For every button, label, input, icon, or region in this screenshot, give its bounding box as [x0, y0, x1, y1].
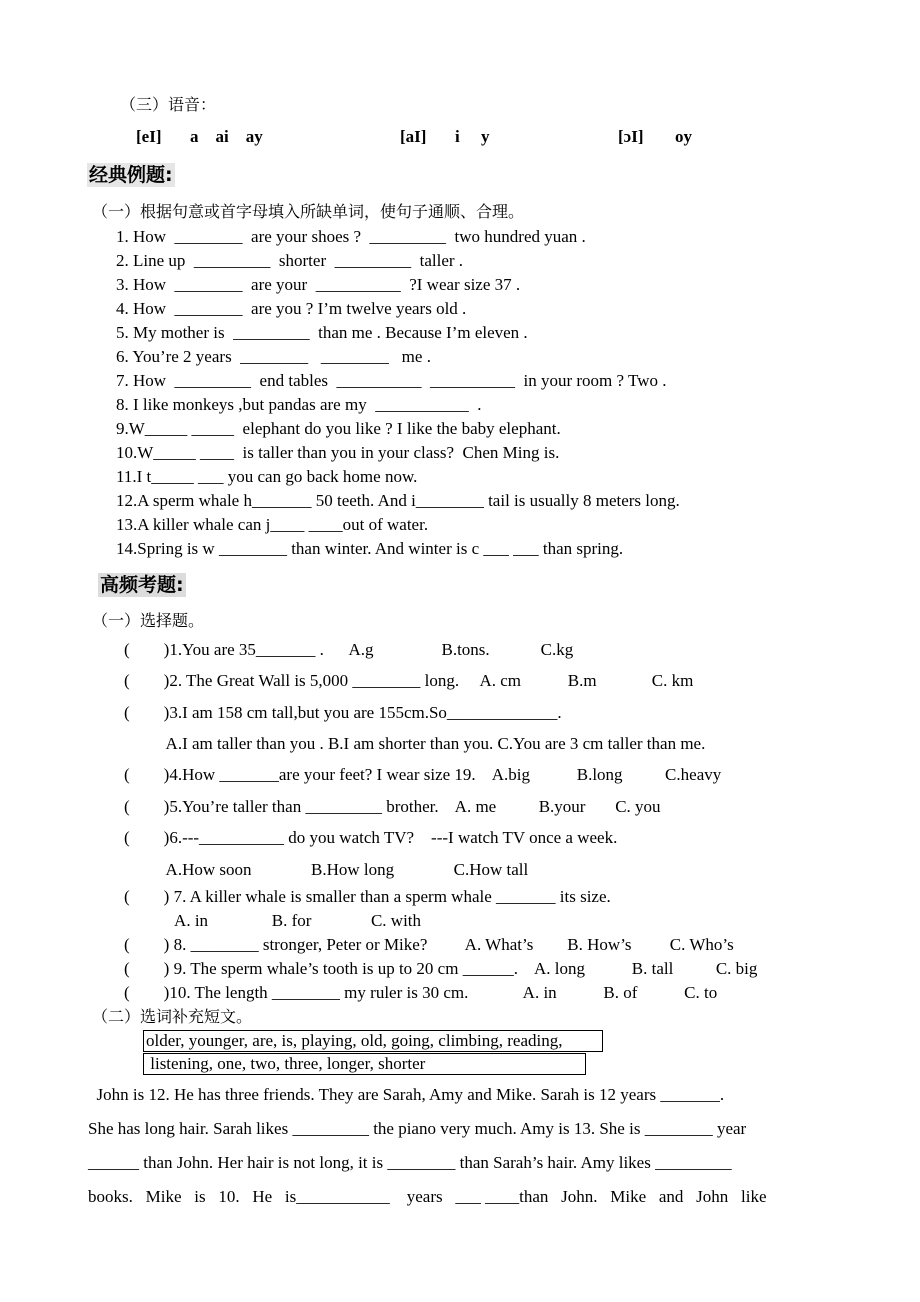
classic-item: 12.A sperm whale h_______ 50 teeth. And i________ tail is usually 8 meters long.	[116, 491, 680, 510]
passage-line: She has long hair. Sarah likes _________ the piano very much. Amy is 13. She is ________ year	[88, 1119, 747, 1138]
classic-subheading: （一）根据句意或首字母填入所缺单词，使句子通顺、合理。	[92, 202, 525, 221]
classic-title: 经典例题:	[89, 164, 173, 186]
choice-subheading: （一）选择题。	[92, 611, 205, 630]
choice-item: ( )1.You are 35_______ . A.g B.tons. C.kg	[124, 640, 574, 659]
choice-item: ( )10. The length ________ my ruler is 30 cm. A. in B. of C. to	[124, 983, 718, 1002]
frequent-title: 高频考题:	[100, 574, 184, 596]
choice-options: A.How soon B.How long C.How tall	[124, 860, 529, 879]
classic-item: 9.W_____ _____ elephant do you like ? I like the baby elephant.	[116, 419, 561, 438]
passage-line: ______ than John. Her hair is not long, it is ________ than Sarah’s hair. Amy likes _________	[88, 1153, 732, 1172]
classic-item: 13.A killer whale can j____ ____out of water.	[116, 515, 429, 534]
fill-heading: （二）选词补充短文。	[92, 1007, 253, 1026]
classic-item: 7. How _________ end tables __________ __________ in your room ? Two .	[116, 371, 667, 390]
phonics-letters-oi: oy	[675, 127, 692, 146]
classic-item: 4. How ________ are you ? I’m twelve years old .	[116, 299, 467, 318]
classic-item: 1. How ________ are your shoes ? _________ two hundred yuan .	[116, 227, 586, 246]
classic-item: 14.Spring is w ________ than winter. And winter is c ___ ___ than spring.	[116, 539, 624, 558]
phonics-sym-ai: [aI]	[400, 127, 427, 146]
word-bank-line-2: listening, one, two, three, longer, shorter	[143, 1053, 586, 1075]
phonics-letters-ei: a ai ay	[190, 127, 263, 146]
classic-item: 10.W_____ ____ is taller than you in your class? Chen Ming is.	[116, 443, 560, 462]
choice-item: ( )3.I am 158 cm tall,but you are 155cm.So_____________.	[124, 703, 562, 722]
choice-options: A. in B. for C. with	[124, 911, 422, 930]
classic-item: 11.I t_____ ___ you can go back home now.	[116, 467, 418, 486]
passage-line: books. Mike is 10. He is___________ years ___ ____than John. Mike and John like	[88, 1187, 767, 1206]
choice-item: ( )2. The Great Wall is 5,000 ________ long. A. cm B.m C. km	[124, 671, 694, 690]
classic-item: 3. How ________ are your __________ ?I wear size 37 .	[116, 275, 521, 294]
choice-item: ( ) 7. A killer whale is smaller than a sperm whale _______ its size.	[124, 887, 611, 906]
classic-item: 5. My mother is _________ than me . Because I’m eleven .	[116, 323, 528, 342]
phonics-sym-oi: [ɔI]	[618, 127, 644, 146]
classic-item: 8. I like monkeys ,but pandas are my ___________ .	[116, 395, 482, 414]
choice-item: ( )5.You’re taller than _________ brother. A. me B.your C. you	[124, 797, 661, 816]
choice-item: ( )4.How _______are your feet? I wear size 19. A.big B.long C.heavy	[124, 765, 722, 784]
classic-item: 2. Line up _________ shorter _________ taller .	[116, 251, 464, 270]
choice-item: ( ) 9. The sperm whale’s tooth is up to 20 cm ______. A. long B. tall C. big	[124, 959, 758, 978]
choice-options: A.I am taller than you . B.I am shorter than you. C.You are 3 cm taller than me.	[124, 734, 706, 753]
phonics-sym-ei: [eI]	[136, 127, 162, 146]
choice-item: ( )6.---__________ do you watch TV? ---I watch TV once a week.	[124, 828, 618, 847]
phonics-letters-ai: i y	[455, 127, 490, 146]
classic-item: 6. You’re 2 years ________ ________ me .	[116, 347, 431, 366]
word-bank-line-1: older, younger, are, is, playing, old, going, climbing, reading,	[143, 1030, 603, 1052]
passage-line: John is 12. He has three friends. They are Sarah, Amy and Mike. Sarah is 12 years _______.	[88, 1085, 725, 1104]
choice-item: ( ) 8. ________ stronger, Peter or Mike? A. What’s B. How’s C. Who’s	[124, 935, 734, 954]
phonics-heading: （三）语音：	[120, 95, 217, 114]
